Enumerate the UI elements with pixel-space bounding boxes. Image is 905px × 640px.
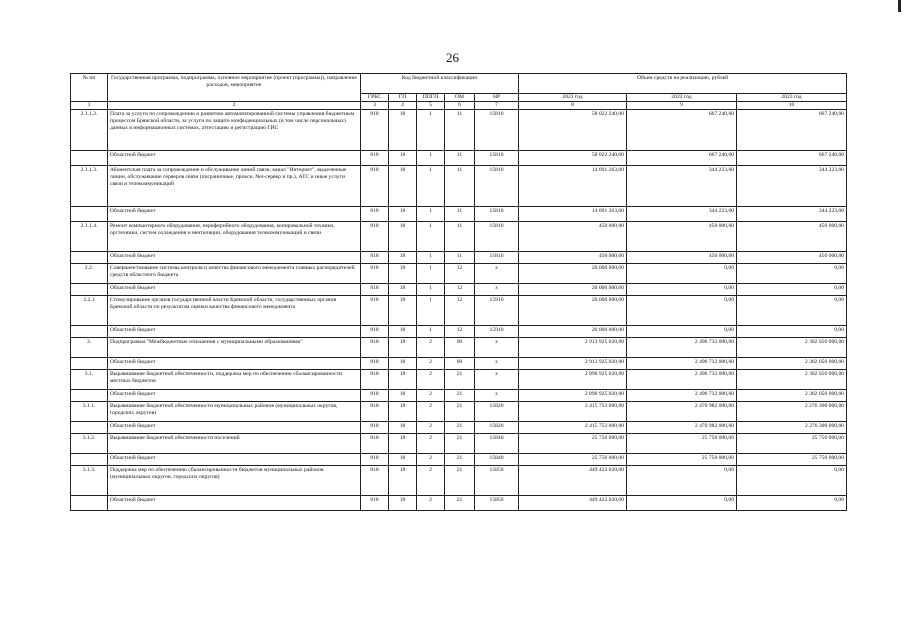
- code-nr: 15810: [475, 166, 519, 207]
- code-ppgp: 2: [417, 370, 445, 390]
- amount-2022: 0,00: [627, 284, 737, 296]
- col-number: 4: [389, 102, 417, 110]
- header-name: Государственная программа, подпрограмма, основное мероприятие (проект (программа)), направление расходов, мероприятие: [108, 74, 361, 102]
- code-om: 21: [445, 434, 475, 454]
- header-year-2023: 2023 год: [737, 94, 847, 102]
- code-ppgp: 2: [417, 338, 445, 358]
- row-name: Поддержка мер по обеспечению сбалансированности бюджетов муниципальных районов (муниципальных округов, городских округов): [108, 466, 361, 496]
- header-ppgp: ППГП: [417, 94, 445, 102]
- table-row: [71, 207, 847, 222]
- code-om: 11: [445, 151, 475, 166]
- col-number: 9: [627, 102, 737, 110]
- row-name: Подпрограмма "Межбюджетные отношения с муниципальными образованиями": [108, 338, 361, 358]
- header-code-group: Код бюджетной классификации: [361, 74, 519, 94]
- code-ppgp: 1: [417, 296, 445, 326]
- code-nr: 15910: [475, 296, 519, 326]
- amount-2023: 2 302 050 000,00: [737, 338, 847, 358]
- col-number: 5: [417, 102, 445, 110]
- code-nr: 15810: [475, 252, 519, 264]
- amount-2021: 20 000 000,00: [519, 326, 627, 338]
- code-grbs: 818: [361, 422, 389, 434]
- amount-2022: 2 470 982 000,00: [627, 422, 737, 434]
- code-ppgp: 1: [417, 207, 445, 222]
- row-number: [71, 284, 108, 296]
- code-nr: 15810: [475, 151, 519, 166]
- amount-2021: 20 000 000,00: [519, 296, 627, 326]
- code-grbs: 818: [361, 110, 389, 151]
- code-gp: 18: [389, 338, 417, 358]
- amount-2021: 2 913 925 020,00: [519, 338, 627, 358]
- code-ppgp: 2: [417, 454, 445, 466]
- code-gp: 18: [389, 296, 417, 326]
- table-row: [71, 222, 847, 252]
- amount-2021: 58 022 240,00: [519, 110, 627, 151]
- amount-2022: 344 223,00: [627, 166, 737, 207]
- amount-2023: 0,00: [737, 496, 847, 511]
- amount-2022: 667 240,00: [627, 151, 737, 166]
- amount-2021: 450 000,00: [519, 252, 627, 264]
- header-num: № пп: [71, 74, 108, 102]
- amount-2023: 667 240,00: [737, 151, 847, 166]
- code-gp: 18: [389, 370, 417, 390]
- row-number: 2.1.1.4.: [71, 222, 108, 252]
- amount-2023: 344 223,00: [737, 207, 847, 222]
- row-name: Областной бюджет: [108, 390, 361, 402]
- amount-2023: 344 223,00: [737, 166, 847, 207]
- amount-2021: 2 913 925 020,00: [519, 358, 627, 370]
- row-name: Стимулирование органов государственной власти Брянской области, государственных органов Брянской области по результатам оценки качества финансового менеджмента: [108, 296, 361, 326]
- table-row: [71, 338, 847, 358]
- amount-2023: 0,00: [737, 466, 847, 496]
- amount-2022: 2 496 732 000,00: [627, 358, 737, 370]
- code-ppgp: 2: [417, 434, 445, 454]
- amount-2023: 0,00: [737, 284, 847, 296]
- page-number: 26: [446, 50, 459, 65]
- code-ppgp: 2: [417, 358, 445, 370]
- code-om: 00: [445, 358, 475, 370]
- amount-2023: 0,00: [737, 264, 847, 284]
- amount-2023: 2 276 300 000,00: [737, 422, 847, 434]
- code-nr: х: [475, 264, 519, 284]
- row-number: [71, 252, 108, 264]
- code-om: 11: [445, 207, 475, 222]
- row-number: 3.1.1.: [71, 402, 108, 422]
- amount-2021: 449 422 020,00: [519, 496, 627, 511]
- code-gp: 18: [389, 252, 417, 264]
- code-grbs: 818: [361, 166, 389, 207]
- code-nr: 15840: [475, 434, 519, 454]
- code-grbs: 818: [361, 296, 389, 326]
- amount-2023: 0,00: [737, 326, 847, 338]
- amount-2022: 0,00: [627, 296, 737, 326]
- header-nr: НР: [475, 94, 519, 102]
- code-gp: 18: [389, 390, 417, 402]
- row-number: [71, 454, 108, 466]
- row-number: 2.2.1: [71, 296, 108, 326]
- amount-2021: 2 415 753 000,00: [519, 402, 627, 422]
- table-row: [71, 496, 847, 511]
- amount-2023: 0,00: [737, 296, 847, 326]
- code-om: 21: [445, 402, 475, 422]
- code-gp: 18: [389, 264, 417, 284]
- code-nr: 15840: [475, 454, 519, 466]
- code-nr: 15850: [475, 466, 519, 496]
- amount-2023: 2 302 050 000,00: [737, 390, 847, 402]
- code-ppgp: 2: [417, 390, 445, 402]
- code-om: 11: [445, 110, 475, 151]
- code-ppgp: 1: [417, 151, 445, 166]
- code-nr: 15850: [475, 496, 519, 511]
- amount-2023: 667 240,00: [737, 110, 847, 151]
- code-grbs: 818: [361, 338, 389, 358]
- code-nr: х: [475, 390, 519, 402]
- col-number: 1: [71, 102, 108, 110]
- header-year-2022: 2022 год: [627, 94, 737, 102]
- code-gp: 18: [389, 402, 417, 422]
- amount-2021: 58 022 240,00: [519, 151, 627, 166]
- code-om: 21: [445, 370, 475, 390]
- amount-2022: 2 496 732 000,00: [627, 338, 737, 358]
- table-row: [71, 422, 847, 434]
- table-row: [71, 284, 847, 296]
- col-number: 8: [519, 102, 627, 110]
- row-number: [71, 207, 108, 222]
- code-ppgp: 1: [417, 252, 445, 264]
- code-om: 21: [445, 422, 475, 434]
- amount-2022: 450 000,00: [627, 222, 737, 252]
- code-grbs: 818: [361, 466, 389, 496]
- amount-2023: 450 000,00: [737, 252, 847, 264]
- row-name: Областной бюджет: [108, 326, 361, 338]
- row-name: Плата за услуги по сопровождению и развитию автоматизированной системы управления бюджетным процессом Брянской области, за услуги по защите конфиденциальных (в том числе персональных) данных в информационных системах, аттестацию и регистрацию ГИС: [108, 110, 361, 151]
- code-om: 11: [445, 222, 475, 252]
- row-name: Областной бюджет: [108, 496, 361, 511]
- amount-2021: 450 000,00: [519, 222, 627, 252]
- amount-2023: 25 750 000,00: [737, 434, 847, 454]
- code-grbs: 818: [361, 222, 389, 252]
- code-ppgp: 1: [417, 284, 445, 296]
- row-number: 3.1.: [71, 370, 108, 390]
- code-gp: 18: [389, 207, 417, 222]
- amount-2022: 667 240,00: [627, 110, 737, 151]
- amount-2022: 0,00: [627, 326, 737, 338]
- amount-2021: 20 000 000,00: [519, 264, 627, 284]
- code-nr: х: [475, 338, 519, 358]
- amount-2021: 14 091 263,00: [519, 207, 627, 222]
- amount-2022: 344 223,00: [627, 207, 737, 222]
- code-nr: х: [475, 284, 519, 296]
- header-amount-group: Объем средств на реализацию, рублей: [519, 74, 847, 94]
- table-row: [71, 390, 847, 402]
- col-number: 7: [475, 102, 519, 110]
- row-number: [71, 422, 108, 434]
- row-number: [71, 496, 108, 511]
- row-name: Областной бюджет: [108, 358, 361, 370]
- code-ppgp: 1: [417, 166, 445, 207]
- code-ppgp: 1: [417, 326, 445, 338]
- code-grbs: 818: [361, 284, 389, 296]
- row-name: Областной бюджет: [108, 252, 361, 264]
- row-name: Областной бюджет: [108, 284, 361, 296]
- row-name: Областной бюджет: [108, 207, 361, 222]
- table-row: [71, 454, 847, 466]
- amount-2023: 2 302 050 000,00: [737, 358, 847, 370]
- code-om: 12: [445, 284, 475, 296]
- table-row: [71, 370, 847, 390]
- table-row: [71, 434, 847, 454]
- code-gp: 18: [389, 166, 417, 207]
- amount-2023: 2 276 300 000,00: [737, 402, 847, 422]
- header-om: ОМ: [445, 94, 475, 102]
- code-nr: 15820: [475, 402, 519, 422]
- amount-2023: 450 000,00: [737, 222, 847, 252]
- table-row: [71, 358, 847, 370]
- row-number: 2.1.1.2.: [71, 110, 108, 151]
- amount-2022: 450 000,00: [627, 252, 737, 264]
- code-nr: х: [475, 370, 519, 390]
- header-gp: ГП: [389, 94, 417, 102]
- code-om: 21: [445, 390, 475, 402]
- amount-2022: 2 496 732 000,00: [627, 370, 737, 390]
- table-row: [71, 326, 847, 338]
- amount-2022: 2 496 732 000,00: [627, 390, 737, 402]
- code-om: 12: [445, 296, 475, 326]
- code-nr: х: [475, 358, 519, 370]
- code-nr: 15810: [475, 207, 519, 222]
- code-gp: 18: [389, 284, 417, 296]
- code-gp: 18: [389, 222, 417, 252]
- code-gp: 18: [389, 151, 417, 166]
- amount-2022: 0,00: [627, 496, 737, 511]
- table-row: [71, 166, 847, 207]
- col-number: 2: [108, 102, 361, 110]
- code-ppgp: 2: [417, 496, 445, 511]
- code-ppgp: 1: [417, 222, 445, 252]
- code-gp: 18: [389, 422, 417, 434]
- row-number: [71, 151, 108, 166]
- table-row: [71, 110, 847, 151]
- table-row: [71, 296, 847, 326]
- amount-2021: 14 091 263,00: [519, 166, 627, 207]
- amount-2021: 25 750 000,00: [519, 434, 627, 454]
- amount-2021: 2 890 925 020,00: [519, 390, 627, 402]
- row-name: Выравнивание бюджетной обеспеченности муниципальных районов (муниципальных округов, городских округов): [108, 402, 361, 422]
- code-grbs: 818: [361, 454, 389, 466]
- code-om: 11: [445, 166, 475, 207]
- row-number: [71, 358, 108, 370]
- table-body: [71, 110, 847, 511]
- row-number: 3.1.2.: [71, 434, 108, 454]
- code-gp: 18: [389, 434, 417, 454]
- col-number: 10: [737, 102, 847, 110]
- row-number: [71, 390, 108, 402]
- row-name: Областной бюджет: [108, 454, 361, 466]
- code-grbs: 818: [361, 358, 389, 370]
- code-gp: 18: [389, 466, 417, 496]
- code-gp: 18: [389, 326, 417, 338]
- row-number: [71, 326, 108, 338]
- code-nr: 15810: [475, 110, 519, 151]
- amount-2022: 0,00: [627, 264, 737, 284]
- code-nr: 15810: [475, 222, 519, 252]
- code-ppgp: 2: [417, 402, 445, 422]
- row-name: Совершенствование системы контроля и качества финансового менеджмента главных распорядителей средств областного бюджета: [108, 264, 361, 284]
- table-row: [71, 466, 847, 496]
- row-name: Абонентская плата за сопровождение и обслуживание линий связи, канал "Интернет", выделенные линии, обслуживание серверов связи (пограничные, прокси, Net-сервер и пр.), АТС и иные услуги связи и телекоммуникаций: [108, 166, 361, 207]
- amount-2023: 25 750 000,00: [737, 454, 847, 466]
- row-number: 3.1.3.: [71, 466, 108, 496]
- row-name: Областной бюджет: [108, 151, 361, 166]
- code-grbs: 818: [361, 252, 389, 264]
- code-nr: 15820: [475, 422, 519, 434]
- code-grbs: 818: [361, 370, 389, 390]
- code-nr: 15910: [475, 326, 519, 338]
- row-number: 2.2.: [71, 264, 108, 284]
- amount-2021: 2 890 925 020,00: [519, 370, 627, 390]
- code-ppgp: 1: [417, 264, 445, 284]
- header-grbs: ГРБС: [361, 94, 389, 102]
- row-name: Выравнивание бюджетной обеспеченности, поддержка мер по обеспечению сбалансированности местных бюджетов: [108, 370, 361, 390]
- column-numbers-row: [71, 102, 847, 110]
- code-om: 21: [445, 496, 475, 511]
- code-grbs: 818: [361, 402, 389, 422]
- code-gp: 18: [389, 496, 417, 511]
- scan-edge-mark: [898, 0, 901, 12]
- row-name: Областной бюджет: [108, 422, 361, 434]
- code-ppgp: 2: [417, 466, 445, 496]
- row-name: Выравнивание бюджетной обеспеченности поселений: [108, 434, 361, 454]
- amount-2023: 2 302 050 000,00: [737, 370, 847, 390]
- amount-2021: 20 000 000,00: [519, 284, 627, 296]
- amount-2021: 449 422 020,00: [519, 466, 627, 496]
- row-name: Ремонт компьютерного оборудования, периферийного оборудования, копировальной техники, оргтехники, систем охлаждения и вентиляции, оборудования телекоммуникаций и связи: [108, 222, 361, 252]
- budget-table: [70, 73, 847, 511]
- code-om: 21: [445, 454, 475, 466]
- code-grbs: 818: [361, 326, 389, 338]
- amount-2022: 25 750 000,00: [627, 434, 737, 454]
- code-om: 21: [445, 466, 475, 496]
- code-grbs: 818: [361, 390, 389, 402]
- amount-2022: 2 470 982 000,00: [627, 402, 737, 422]
- code-gp: 18: [389, 110, 417, 151]
- code-grbs: 818: [361, 151, 389, 166]
- code-ppgp: 2: [417, 422, 445, 434]
- code-om: 12: [445, 326, 475, 338]
- col-number: 6: [445, 102, 475, 110]
- code-om: 00: [445, 338, 475, 358]
- header-year-2021: 2021 год: [519, 94, 627, 102]
- amount-2022: 0,00: [627, 466, 737, 496]
- amount-2021: 2 415 753 000,00: [519, 422, 627, 434]
- code-gp: 18: [389, 358, 417, 370]
- amount-2021: 25 750 000,00: [519, 454, 627, 466]
- table-row: [71, 402, 847, 422]
- code-grbs: 818: [361, 264, 389, 284]
- code-om: 12: [445, 264, 475, 284]
- code-om: 11: [445, 252, 475, 264]
- code-grbs: 818: [361, 434, 389, 454]
- code-gp: 18: [389, 454, 417, 466]
- table-row: [71, 151, 847, 166]
- row-number: 2.1.1.3.: [71, 166, 108, 207]
- table-row: [71, 264, 847, 284]
- col-number: 3: [361, 102, 389, 110]
- code-grbs: 818: [361, 496, 389, 511]
- table-row: [71, 252, 847, 264]
- row-number: 3.: [71, 338, 108, 358]
- amount-2022: 25 750 000,00: [627, 454, 737, 466]
- code-grbs: 818: [361, 207, 389, 222]
- code-ppgp: 1: [417, 110, 445, 151]
